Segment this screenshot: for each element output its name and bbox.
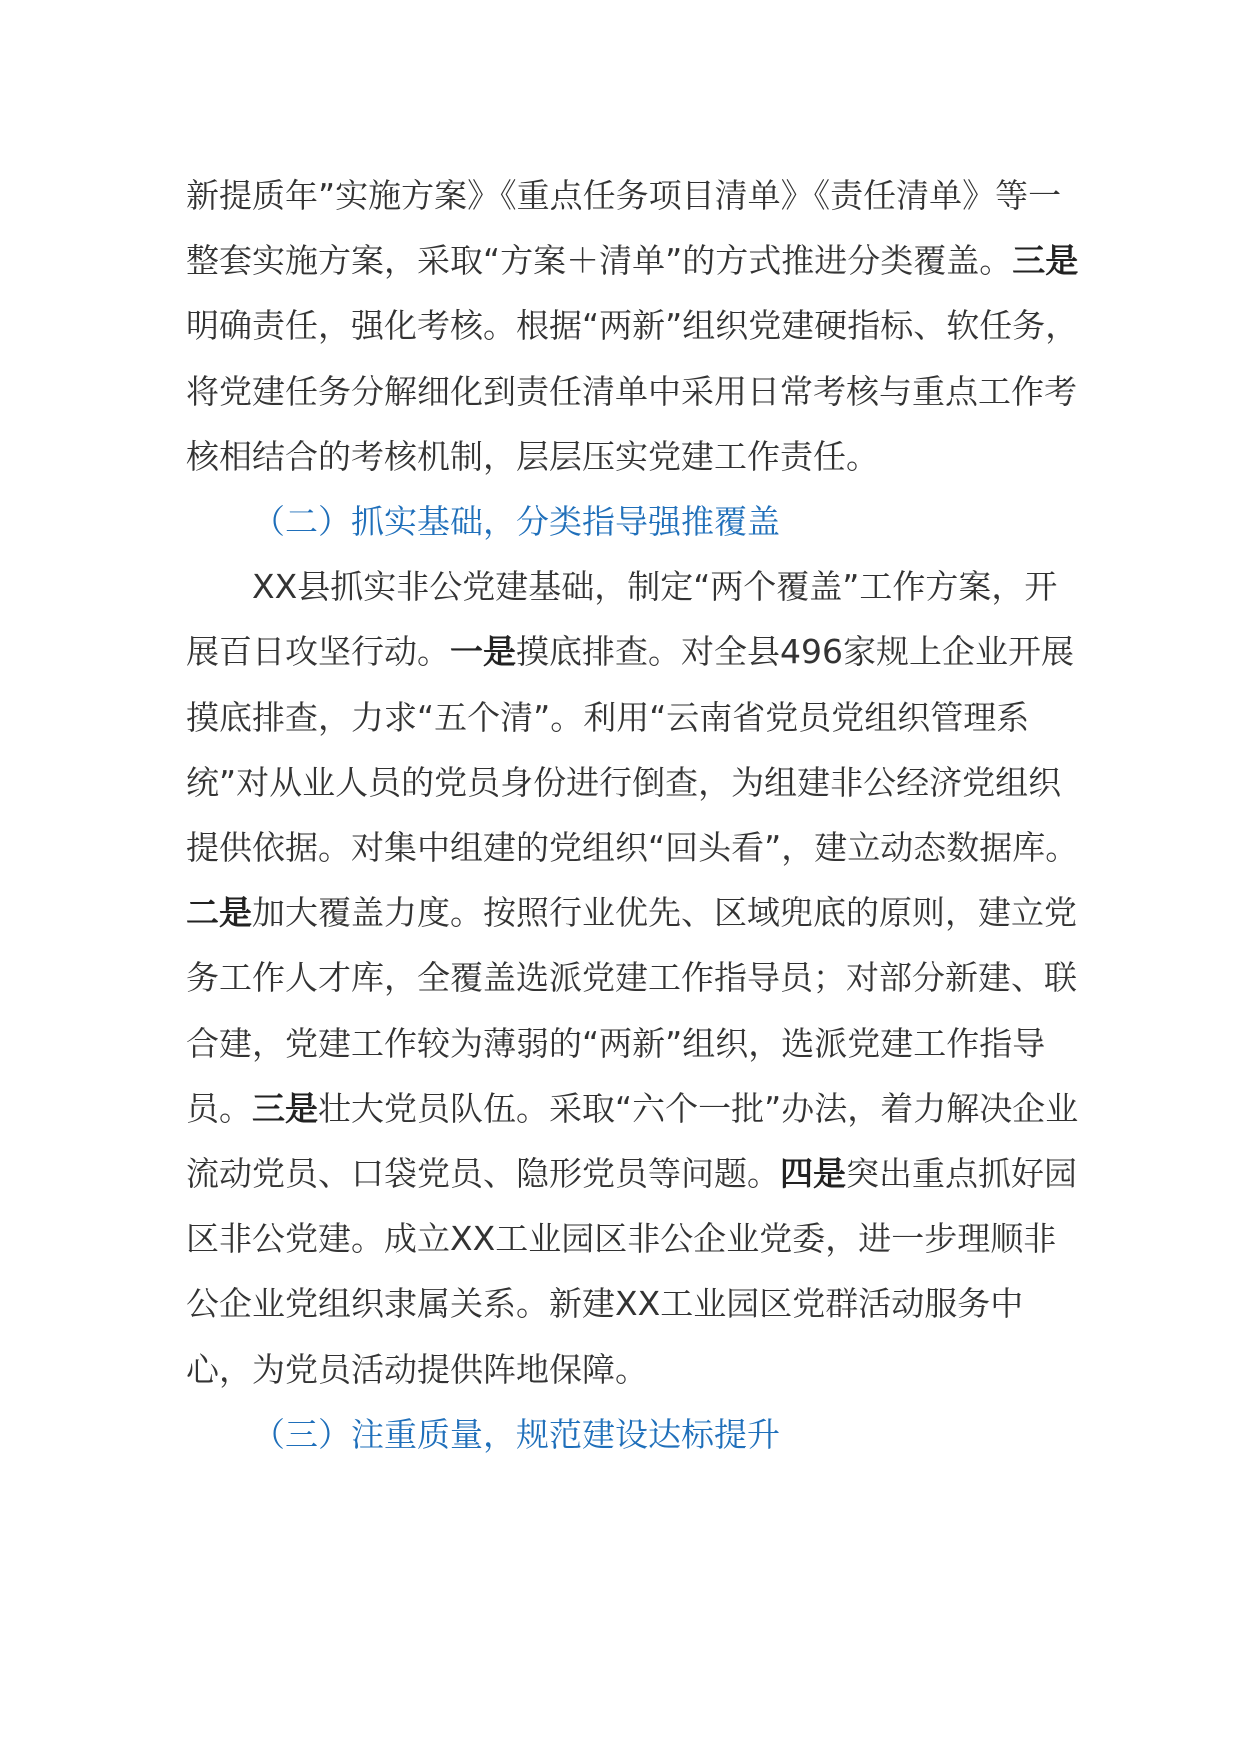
paragraph-text: XX县抓实非公党建基础，制定“两个覆盖”工作方案，开展百日攻坚行动。 [186,567,1058,672]
paragraph-continuation [186,163,1086,489]
section-heading-3: （三）注重质量，规范建设达标提升 [252,1414,780,1454]
document-body [186,163,1086,1467]
bold-ordinal: 一是 [450,632,516,672]
bold-ordinal: 二是 [186,893,252,933]
paragraph-text: 新提质年”实施方案》《重点任务项目清单》《责任清单》等一整套实施方案，采取“方案＋清单”的方式推进分类覆盖。 [186,176,1062,281]
paragraph-text: 加大覆盖力度。按照行业优先、区域兜底的原则，建立党务工作人才库，全覆盖选派党建工作指导员；对部分新建、联合建，党建工作较为薄弱的“两新”组织，选派党建工作指导员。 [186,893,1077,1128]
bold-ordinal: 三是 [1012,241,1079,281]
paragraph-text: 摸底排查。对全县496家规上企业开展摸底排查，力求“五个清”。利用“云南省党员党组织管理系统”对从业人员的党员身份进行倒查，为组建非公经济党组织提供依据。对集中组建的党组织“回头看”，建立动态数据库。 [186,632,1079,868]
section-heading-2: （二）抓实基础，分类指导强推覆盖 [252,502,780,542]
paragraph-text: 突出重点抓好园区非公党建。成立XX工业园区非公企业党委，进一步理顺非公企业党组织隶属关系。新建XX工业园区党群活动服务中心，为党员活动提供阵地保障。 [186,1154,1077,1389]
bold-ordinal: 四是 [780,1154,846,1194]
paragraph-body [186,554,1086,1402]
paragraph-text: 明确责任，强化考核。根据“两新”组织党建硬指标、软任务，将党建任务分解细化到责任清单中采用日常考核与重点工作考核相结合的考核机制，层层压实党建工作责任。 [186,306,1079,476]
bold-ordinal: 三是 [252,1088,318,1128]
paragraph-text: 壮大党员队伍。采取“六个一批”办法，着力解决企业流动党员、口袋党员、隐形党员等问题。 [186,1088,1079,1194]
